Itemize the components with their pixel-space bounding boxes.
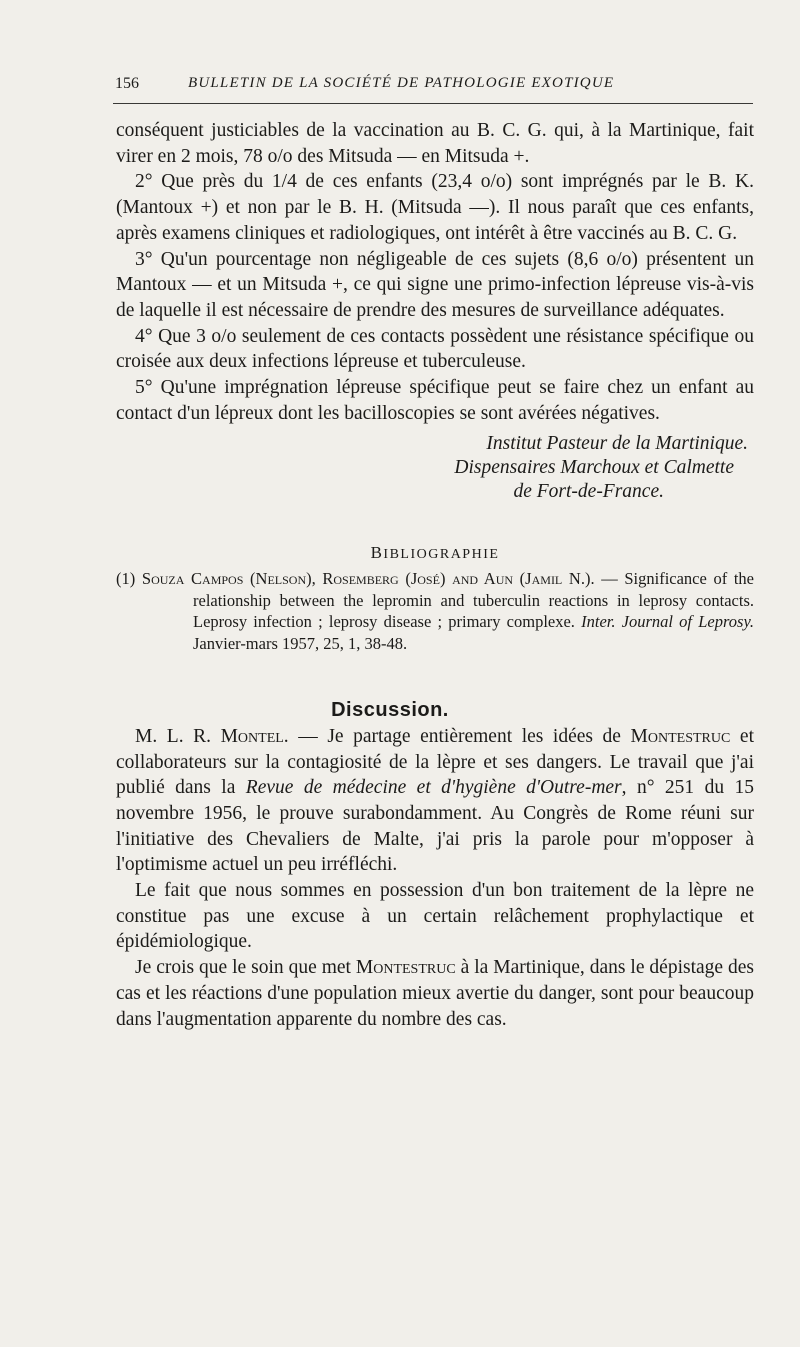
bibliography-heading-rest: IBLIOGRAPHIE — [383, 547, 500, 563]
signature-block — [116, 432, 754, 504]
ref-authors: Souza Campos (Nelson), Rosemberg (José) and Aun (Jamil N.). — [141, 569, 595, 589]
paragraph-continuation: conséquent justiciables de la vaccination au B. C. G. qui, à la Martinique, fait virer en 2 mois, 78 o/o des Mitsuda — en Mitsuda +. — [116, 120, 754, 167]
discussion-text-1a: — Je partage entièrement les idées de — [288, 725, 631, 747]
bibliography-entry — [116, 568, 754, 654]
discussion-heading: Discussion. — [331, 699, 449, 722]
cited-journal: Revue de médecine et d'hygiène d'Outre-mer — [245, 777, 622, 799]
discussion-text-3b: à la Martinique, dans le dépistage des cas et les réactions d'une population mieux avertie du danger, sont pour beaucoup dans l'augmentation apparente du nombre des cas. — [116, 957, 754, 1030]
discussion-paragraph-3 — [116, 955, 754, 1032]
discussion-paragraph-1 — [116, 724, 754, 878]
article-body — [116, 118, 754, 1032]
signature-line-2: Dispensaires Marchoux et Calmette — [454, 457, 734, 479]
discussion-paragraph-2: Le fait que nous sommes en possession d'un bon traitement de la lèpre ne constitue pas une excuse à un certain relâchement prophylactique et épidémiologique. — [116, 880, 754, 953]
ref-text: — Significance of the relationship between the lepromin and tuberculin reactions in leprosy contacts. Leprosy infection ; leprosy disease ; primary complexe. — [193, 569, 755, 632]
page-number: 156 — [115, 75, 139, 92]
signature-line-3: de Fort-de-France. — [513, 481, 664, 503]
bibliography-heading — [116, 540, 754, 568]
signature-line-1: Institut Pasteur de la Martinique. — [486, 433, 748, 455]
running-title: BULLETIN DE LA SOCIÉTÉ DE PATHOLOGIE EXOTIQUE — [188, 75, 615, 91]
discussion-text-3a: Je crois que le soin que met — [135, 957, 356, 979]
running-header — [113, 73, 753, 104]
conclusion-item-3: 3° Qu'un pourcentage non négligeable de ces sujets (8,6 o/o) présentent un Mantoux — et un Mitsuda +, ce qui signe une primo-infection lépreuse vis-à-vis de laquelle il est nécessaire de prendre des mesures de surveillance adéquates. — [116, 248, 754, 321]
cited-author: Montestruc — [355, 957, 456, 979]
conclusion-item-4: 4° Que 3 o/o seulement de ces contacts possèdent une résistance spécifique ou croisée aux deux infections lépreuse et tuberculeuse. — [116, 325, 754, 373]
speaker-name: M. L. R. Montel. — [135, 725, 289, 747]
ref-number: (1) — [116, 569, 136, 589]
discussion-text-1b: et collaborateurs sur la contagiosité de la lèpre et ses dangers. Le travail que j'ai publié dans la — [116, 725, 754, 799]
bibliography-heading-initial: B — [370, 543, 384, 563]
ref-tail: Janvier-mars 1957, 25, 1, 38-48. — [193, 633, 408, 653]
discussion-text-1c: , n° 251 du 15 novembre 1956, le prouve surabondamment. Au Congrès de Rome réuni sur l'initiative des Chevaliers de Malte, j'ai pris la parole pour m'opposer à l'optimisme actuel un peu irréfléchi. — [116, 777, 754, 876]
ref-journal: Inter. Journal of Leprosy. — [581, 612, 754, 632]
conclusion-item-2: 2° Que près du 1/4 de ces enfants (23,4 o/o) sont imprégnés par le B. K. (Mantoux +) et non par le B. H. (Mitsuda —). Il nous paraît que ces enfants, après examens cliniques et radiologiques, ont intérêt à être vaccinés au B. C. G. — [116, 171, 754, 244]
cited-author: Montestruc — [630, 725, 731, 747]
conclusion-item-5: 5° Qu'une imprégnation lépreuse spécifique peut se faire chez un enfant au contact d'un lépreux dont les bacilloscopies se sont avérées négatives. — [116, 377, 754, 424]
